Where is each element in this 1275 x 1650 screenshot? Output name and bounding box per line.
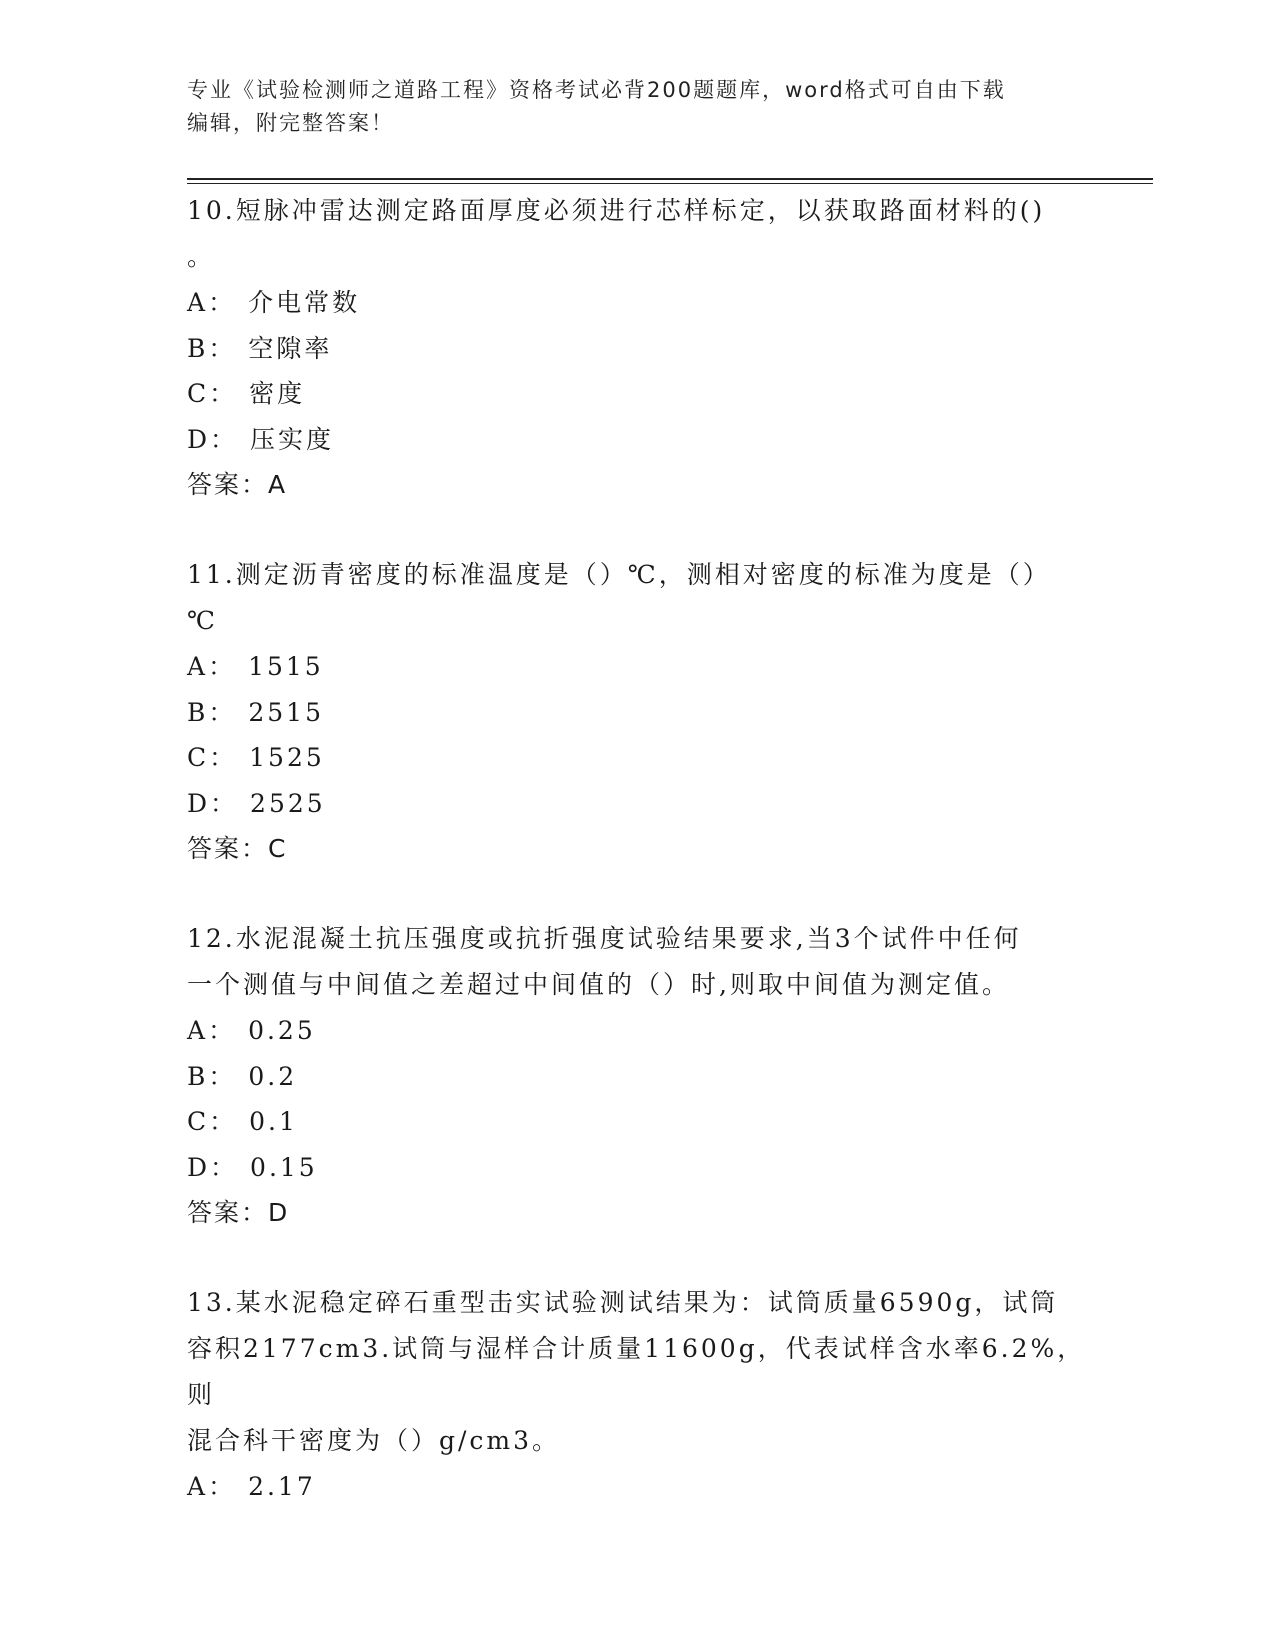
question-block [187,552,1087,916]
option-letter: C [187,1107,210,1136]
option-letter: D [187,1152,211,1182]
answer-key: 答案：D [187,1198,290,1227]
answer-option [187,326,1087,372]
option-letter: A [187,288,209,317]
question-block [187,916,1087,1280]
option-text: 1525 [249,743,325,772]
question-block [187,188,1087,552]
option-letter: A [187,1016,209,1045]
question-stem-line: 11.测定沥青密度的标准温度是（）℃，测相对密度的标准为度是（） [187,560,1051,589]
option-separator: ： [208,1016,237,1045]
question-stem-line: 混合科干密度为（）g/cm3。 [187,1426,561,1455]
question-list [187,188,1087,1510]
option-separator: ： [210,424,239,454]
question-stem-line: 一个测值与中间值之差超过中间值的（）时,则取中间值为测定值。 [187,970,1010,999]
answer-option [187,781,1087,827]
question-spacer [187,507,1087,552]
answer-option [187,690,1087,736]
answer-option [187,1099,1087,1145]
header-line-2: 编辑，附完整答案！ [187,111,394,135]
option-separator: ： [208,1472,237,1501]
option-letter: C [187,379,210,408]
answer-option [187,644,1087,690]
answer-option [187,371,1087,417]
option-separator: ： [208,288,237,317]
answer-key: 答案：A [187,470,288,499]
answer-option [187,417,1087,463]
question-spacer [187,871,1087,916]
option-text: 密度 [249,379,306,408]
header-divider-thin [187,183,1153,184]
option-text: 0.2 [248,1061,298,1091]
question-stem-line: ℃ [187,606,218,635]
answer-option [187,735,1087,781]
answer-option [187,1464,1087,1510]
option-separator: ： [210,1152,239,1182]
option-text: 0.15 [250,1152,318,1182]
option-text: 介电常数 [248,288,361,317]
option-text: 1515 [248,652,324,681]
answer-option [187,280,1087,326]
option-letter: C [187,743,210,772]
document-header [187,74,1087,140]
option-text: 0.1 [249,1107,298,1136]
option-letter: A [187,652,209,681]
answer-option [187,1054,1087,1100]
option-letter: B [187,1061,209,1091]
option-letter: B [187,697,209,727]
answer-option [187,1008,1087,1054]
option-separator: ： [209,743,238,772]
header-divider-thick [187,178,1153,180]
option-text: 2525 [250,788,326,818]
question-stem-line: 。 [187,242,216,271]
option-separator: ： [208,333,237,363]
option-letter: D [187,424,211,454]
option-letter: A [187,1472,209,1501]
option-letter: D [187,788,211,818]
option-text: 0.25 [248,1016,316,1045]
option-separator: ： [209,379,238,408]
option-separator: ： [208,697,237,727]
question-block [187,1280,1087,1510]
answer-key: 答案：C [187,834,288,863]
option-separator: ： [210,788,239,818]
question-stem-line: 容积2177cm3.试筒与湿样合计质量11600g，代表试样含水率6.2%，则 [187,1334,1086,1409]
option-separator: ： [208,652,237,681]
header-line-1: 专业《试验检测师之道路工程》资格考试必背200题题库，word格式可自由下载 [187,78,1006,102]
question-stem-line: 13.某水泥稳定碎石重型击实试验测试结果为：试筒质量6590g，试筒 [187,1288,1059,1317]
question-spacer [187,1235,1087,1280]
option-text: 2.17 [248,1472,316,1501]
question-stem-line: 12.水泥混凝土抗压强度或抗折强度试验结果要求,当3个试件中任何 [187,924,1022,953]
option-text: 空隙率 [248,333,333,363]
option-text: 压实度 [250,424,335,454]
option-letter: B [187,333,209,363]
option-separator: ： [208,1061,237,1091]
option-separator: ： [209,1107,238,1136]
answer-option [187,1145,1087,1191]
question-stem-line: 10.短脉冲雷达测定路面厚度必须进行芯样标定，以获取路面材料的() [187,196,1046,225]
option-text: 2515 [248,697,324,727]
